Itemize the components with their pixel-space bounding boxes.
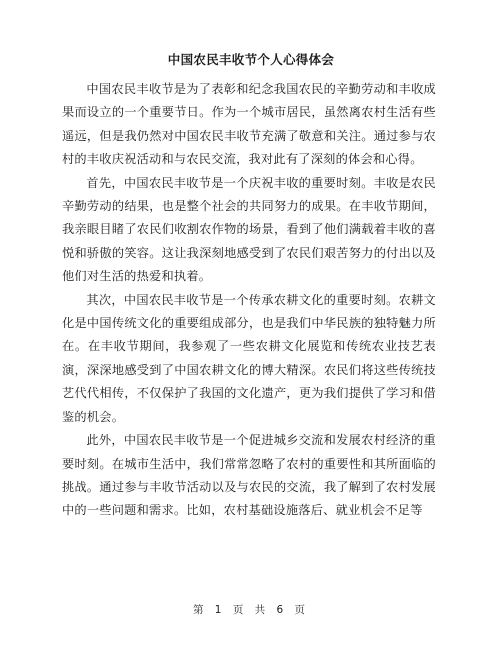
paragraph-1: 中国农民丰收节是为了表彰和纪念我国农民的辛勤劳动和丰收成果而设立的一个重要节日。作为一个城市居民，虽然离农村生活有些遥远，但是我仍然对中国农民丰收节充满了敬意和关注。通过参与农村的丰收庆祝活动和与农民交流，我对此有了深刻的体会和心得。 bbox=[62, 82, 436, 167]
page-number-footer: 第 1 页 共 6 页 bbox=[192, 604, 310, 616]
document-title: 中国农民丰收节个人心得体会 bbox=[167, 52, 335, 67]
paragraph-2: 首先，中国农民丰收节是一个庆祝丰收的重要时刻。丰收是农民辛勤劳动的结果，也是整个社会的共同努力的成果。在丰收节期间，我亲眼目睹了农民们收割农作物的场景，看到了他们满载着丰收的喜悦和骄傲的笑容。这让我深刻地感受到了农民们艰苦努力的付出以及他们对生活的热爱和执着。 bbox=[62, 175, 436, 284]
document-body bbox=[62, 78, 436, 523]
paragraph-4: 此外，中国农民丰收节是一个促进城乡交流和发展农村经济的重要时刻。在城市生活中，我们常常忽略了农村的重要性和其所面临的挑战。通过参与丰收节活动以及与农民的交流，我了解到了农村发展中的一些问题和需求。比如，农村基础设施落后、就业机会不足等 bbox=[62, 433, 436, 518]
paragraph-3: 其次，中国农民丰收节是一个传承农耕文化的重要时刻。农耕文化是中国传统文化的重要组成部分，也是我们中华民族的独特魅力所在。在丰收节期间，我参观了一些农耕文化展览和传统农业技艺表演，深深地感受到了中国农耕文化的博大精深。农民们将这些传统技艺代代相传，不仅保护了我国的文化遗产，更为我们提供了学习和借鉴的机会。 bbox=[62, 292, 436, 424]
